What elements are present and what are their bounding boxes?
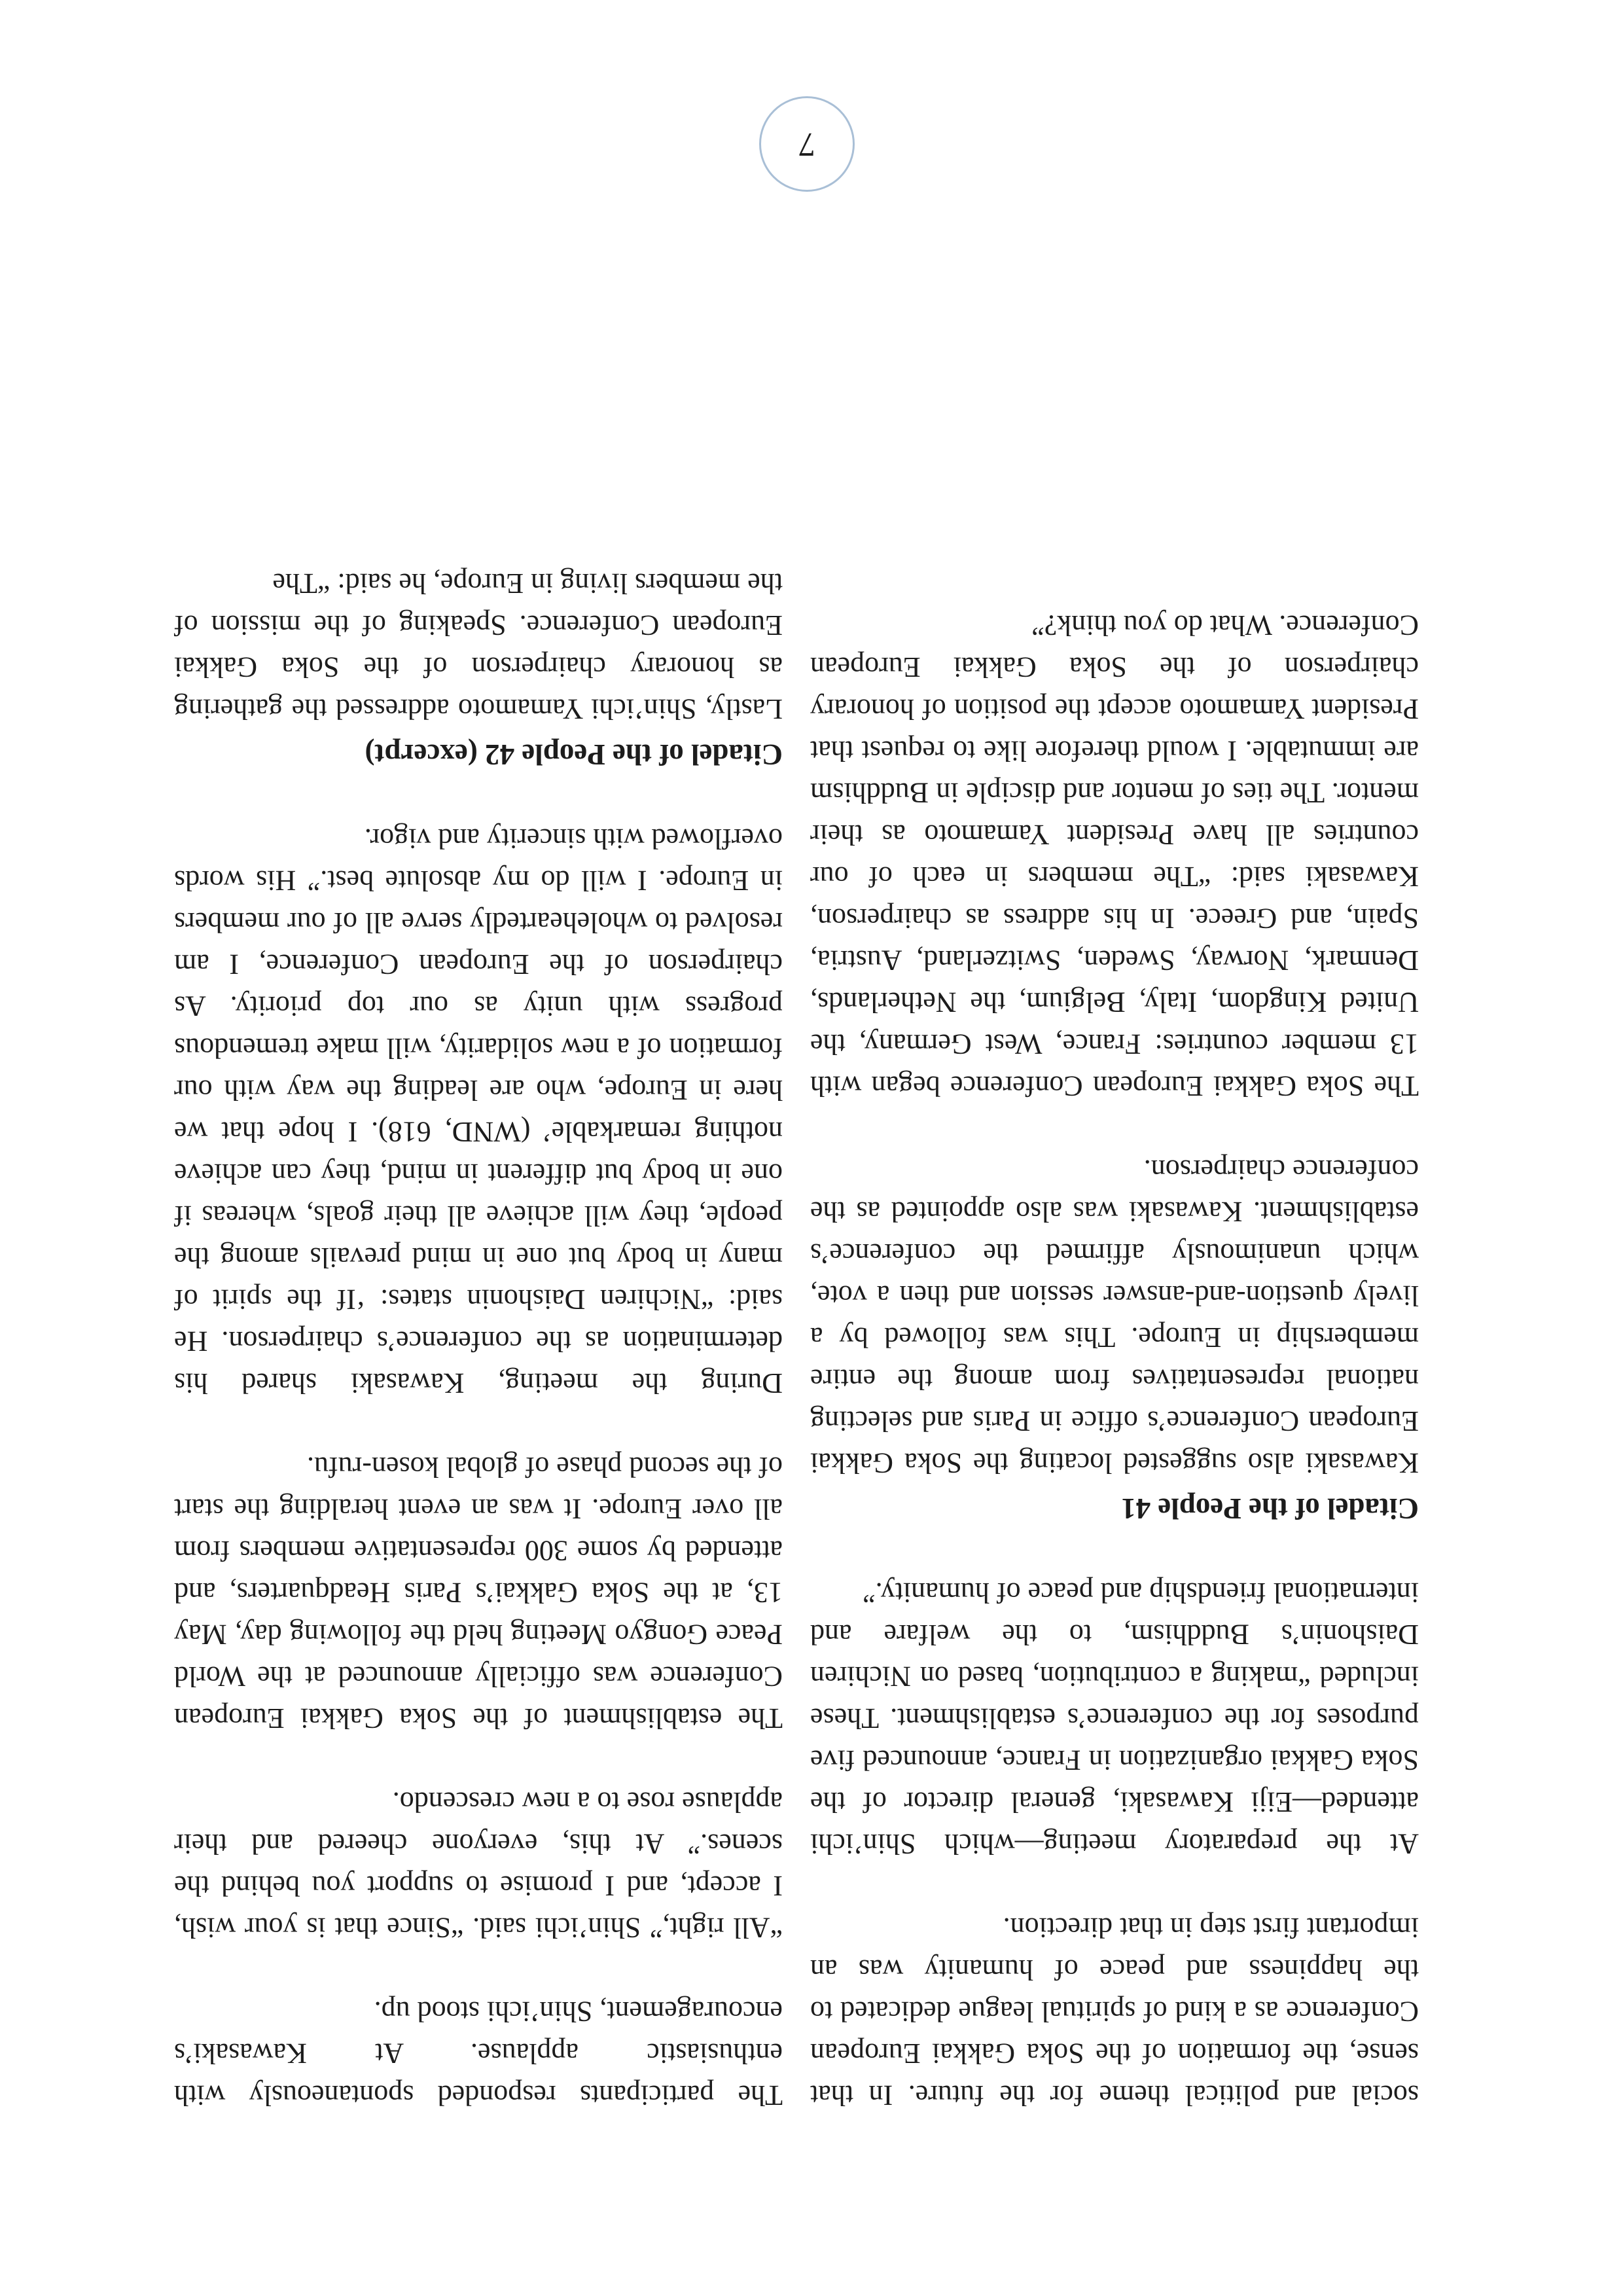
left-paragraph-4: The Soka Gakkai European Conference began with 13 member countries: France, West Germany, the United Kingdom, Italy, Belgium, the Netherlands, Denmark, Norway, Sweden, Switzerland, Austria, Spain, and Greece. In his address as chairperson, Kawasaki said: “The members in each of our countries all have President Yamamoto as their mentor. The ties of mentor and disciple in Buddhism are immutable. I would therefore like to request that President Yamamoto accept the position of honorary chairperson of the Soka Gakkai European Conference. What do you think?” bbox=[810, 609, 1419, 1102]
left-column bbox=[810, 562, 1419, 2116]
left-paragraph-2: At the preparatory meeting—which Shin’ichi attended—Eiji Kawasaki, general director of the Soka Gakkai organization in France, announced five purposes for the conference’s establishment. These included “making a contribution, based on Nichiren Daishonin’s Buddhism, to the welfare and international friendship and peace of humanity.” bbox=[810, 1577, 1419, 1860]
left-paragraph-3: Kawasaki also suggested locating the Soka Gakkai European Conference’s office in Paris and selecting national representatives from among the entire membership in Europe. This was followed by a lively question-and-answer session and then a vote, which unanimously affirmed the conference’s establishment. Kawasaki was also appointed as the conference chairperson. bbox=[810, 1154, 1419, 1479]
page-number: 7 bbox=[798, 126, 815, 163]
section-heading-41: Citadel of the People 41 bbox=[1121, 1492, 1419, 1525]
right-paragraph-4: During the meeting, Kawasaki shared his determination as the conference’s chairperson. He said: “Nichiren Daishonin states: ‘If the spirit of many in body but one in mind prevails among the people, they will achieve all their goals, whereas if one in body but different in mind, they can achieve nothing remarkable’ (WND, 618). I hope that we here in Europe, who are leading the way with our formation of a new solidarity, will make tremendous progress with unity as our top priority. As chairperson of the European Conference, I am resolved to wholeheartedly serve all of our members in Europe. I will do my absolute best.” His words overflowed with sincerity and vigor. bbox=[174, 823, 783, 1399]
section-heading-42: Citadel of the People 42 (excerpt) bbox=[365, 738, 783, 771]
page-number-circle bbox=[759, 96, 855, 192]
right-column bbox=[174, 520, 783, 2116]
right-paragraph-5: Lastly, Shin’ichi Yamamoto addressed the gathering as honorary chairperson of the Soka Gakkai European Conference. Speaking of the mission of the members living in Europe, he said: “The bbox=[174, 567, 783, 725]
right-paragraph-1: The participants responded spontaneously with enthusiastic applause. At Kawasaki’s encouragement, Shin’ichi stood up. bbox=[174, 1996, 783, 2111]
right-paragraph-2: “All right,” Shin’ichi said. “Since that is your wish, I accept, and I promise to support you behind the scenes.” At this, everyone cheered and their applause rose to a new crescendo. bbox=[174, 1786, 783, 1944]
left-paragraph-1: social and political theme for the future. In that sense, the formation of the Soka Gakkai European Conference as a kind of spiritual league dedicated to the happiness and peace of humanity was an important first step in that direction. bbox=[810, 1912, 1419, 2111]
right-paragraph-3: The establishment of the Soka Gakkai European Conference was officially announced at the World Peace Gongyo Meeting held the following day, May 13, at the Soka Gakkai’s Paris Headquarters, and attended by some 300 representative members from all over Europe. It was an event heralding the start of the second phase of global kosen-rufu. bbox=[174, 1451, 783, 1734]
